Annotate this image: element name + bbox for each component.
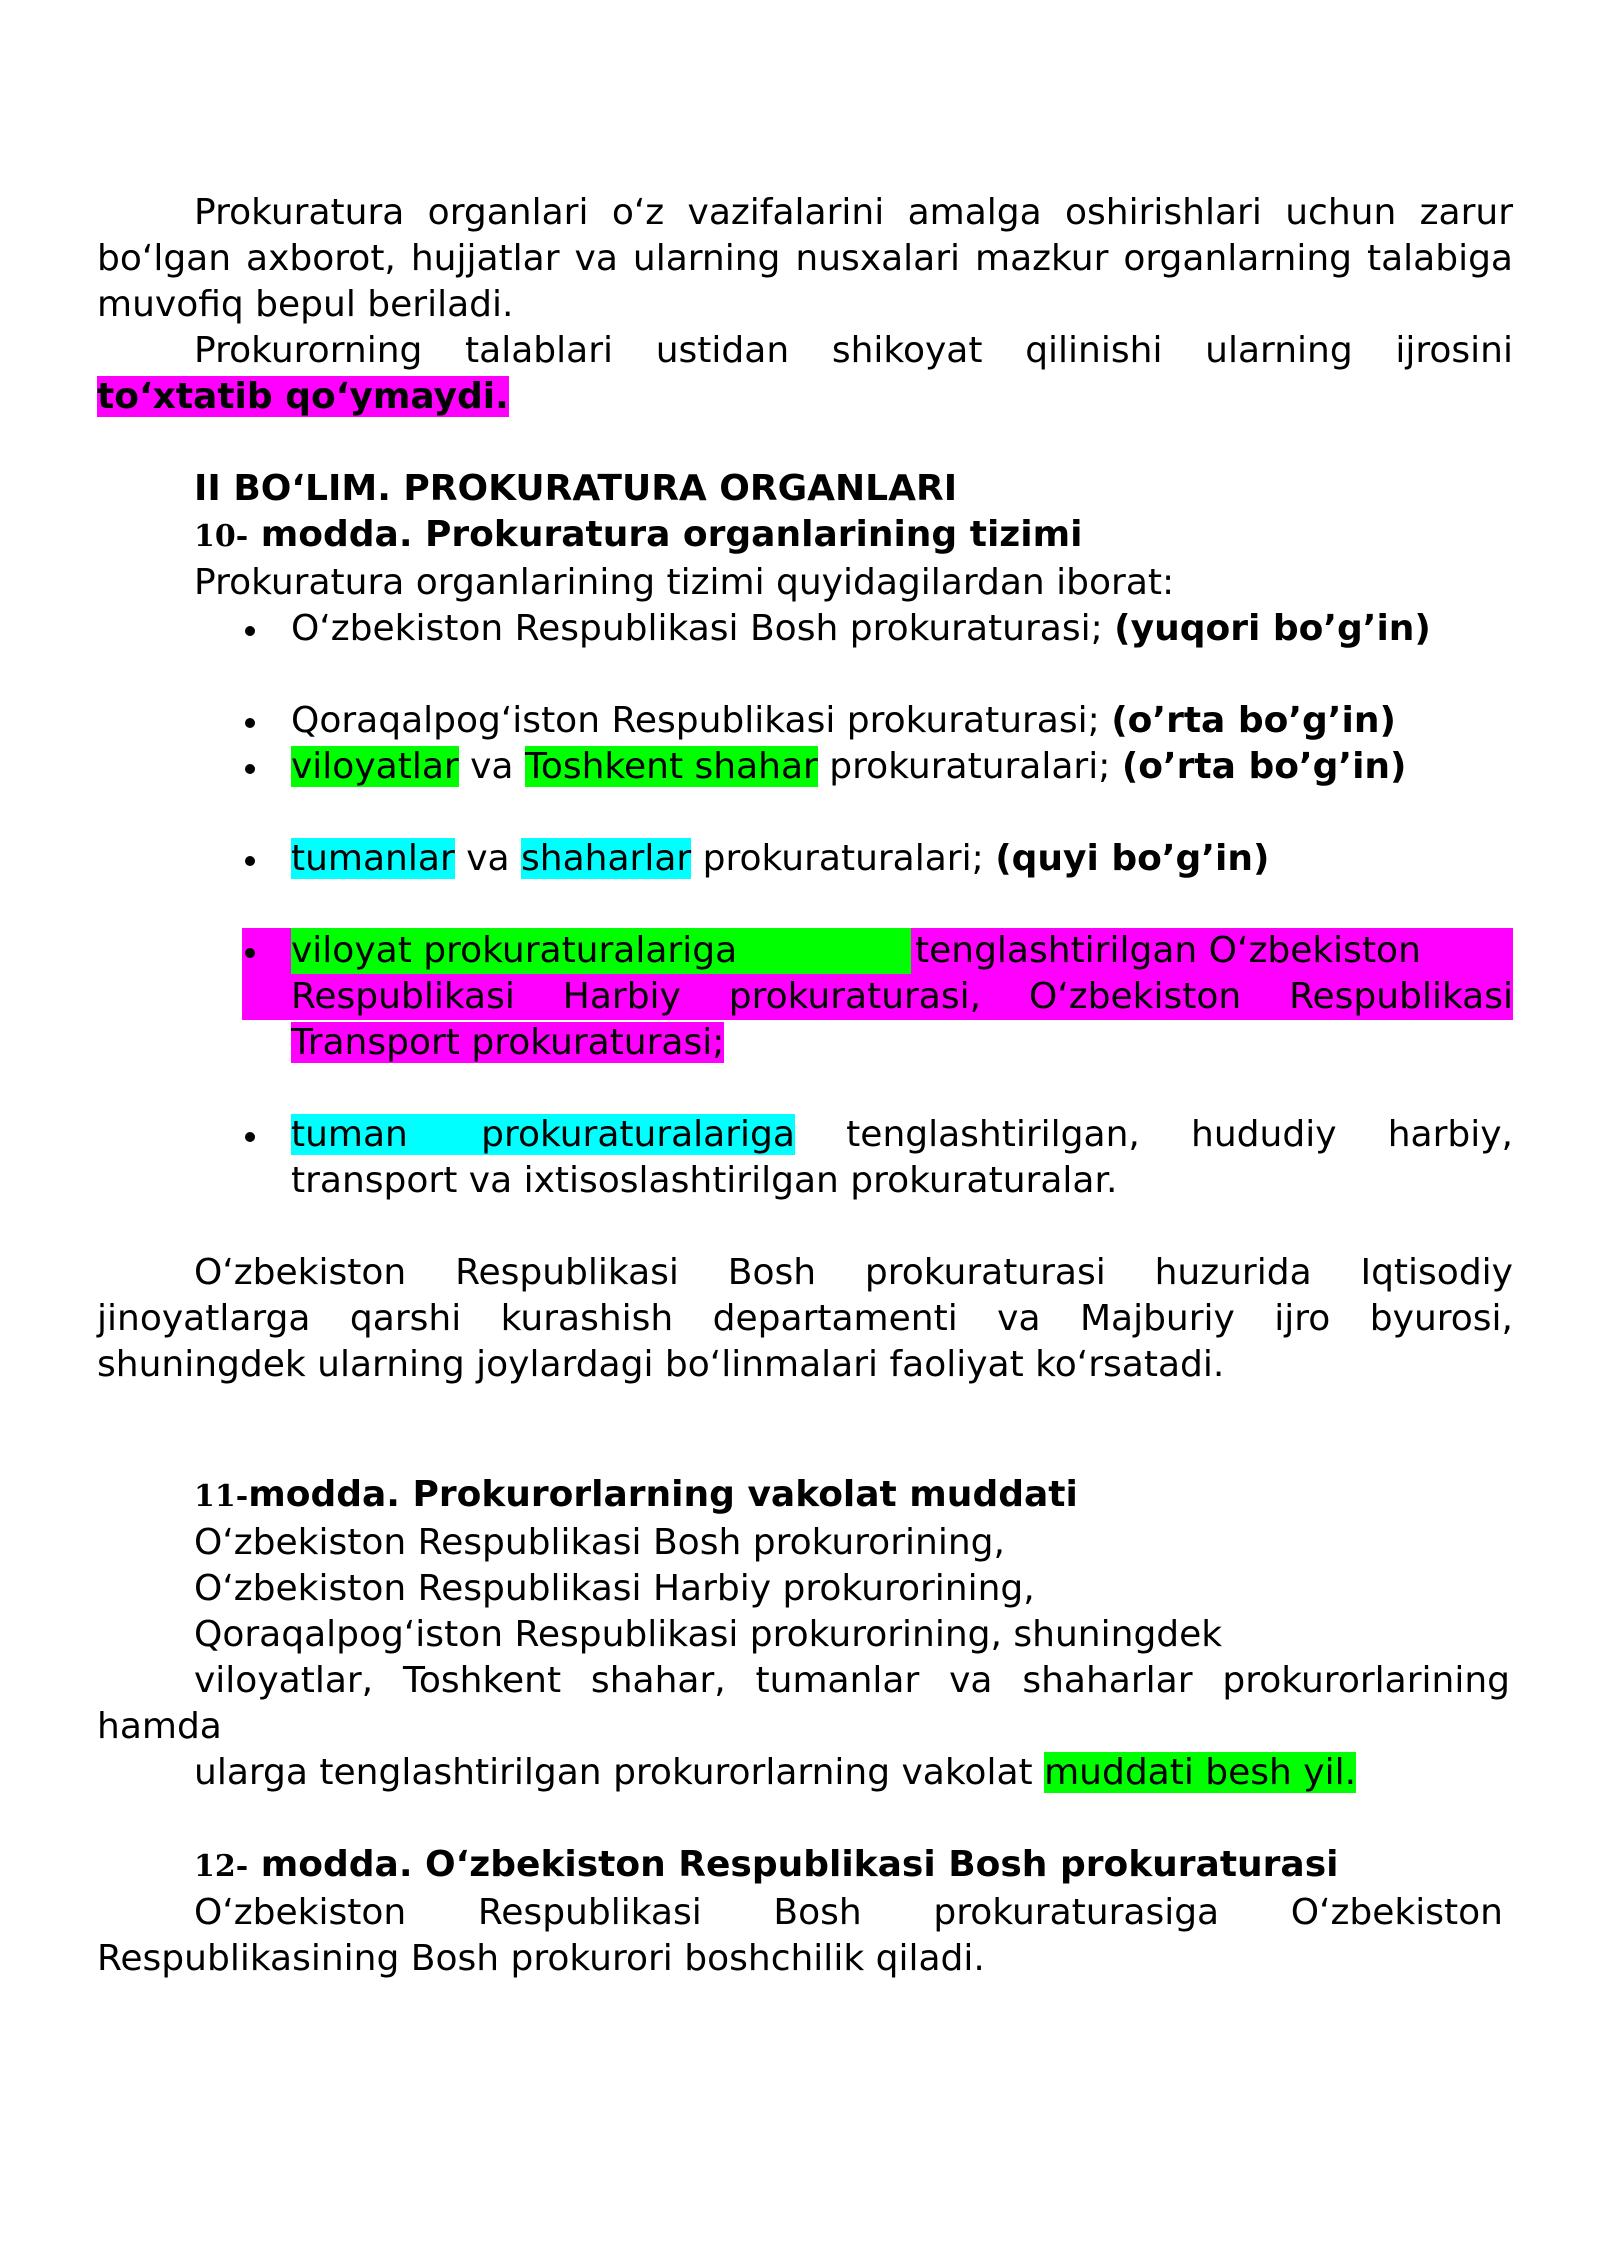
bullet-icon: [245, 856, 255, 866]
list-item-level: (yuqori bo’g’in): [1114, 608, 1431, 649]
article-11-heading: [97, 1472, 1513, 1520]
article-12-number: 12-: [194, 1849, 249, 1884]
highlight-not-suspend: to‘xtatib qo‘ymaydi.: [97, 376, 509, 417]
article-11-text: ularga tenglashtirilgan prokurorlarning vakolat: [194, 1752, 1045, 1793]
list-item: [97, 836, 1513, 882]
article-12-title: modda. O‘zbekiston Respublikasi Bosh prokuraturasi: [248, 1844, 1339, 1885]
article-10-title: modda. Prokuratura organlarining tizimi: [248, 514, 1083, 555]
list-item-text: prokuraturalari;: [817, 746, 1122, 787]
article-12-heading: [97, 1842, 1513, 1890]
article-11-line: [97, 1750, 1513, 1796]
list-item-text: va: [458, 746, 525, 787]
paragraph-departments: O‘zbekiston Respublikasi Bosh prokuraturasi huzurida Iqtisodiy jinoyatlarga qarshi kurashish departamenti va Majburiy ijro byurosi, shuningdek ularning joylardagi bo‘linmalari faoliyat ko‘rsatadi.: [97, 1252, 1513, 1385]
article-11-line: Qoraqalpog‘iston Respublikasi prokurorining, shuningdek: [194, 1614, 1223, 1655]
highlight-tashkent: Toshkent shahar: [524, 746, 818, 787]
list-item-level: (o’rta bo’g’in): [1111, 700, 1396, 741]
list-item-line: transport va ixtisoslashtirilgan prokuraturalar.: [291, 1160, 1118, 1201]
list-spacer: [97, 882, 1513, 928]
list-item-text: O‘zbekiston Respublikasi Bosh prokuraturasi;: [291, 608, 1115, 649]
list-item-line: [291, 1112, 1513, 1158]
bullet-icon: [245, 1132, 255, 1142]
list-item-line: [291, 928, 1513, 974]
highlight-term-five-years: muddati besh yil.: [1044, 1752, 1357, 1793]
list-item-line-wrap: [291, 1020, 1513, 1066]
list-item: [97, 698, 1513, 744]
highlight-district-prosecutors: tuman prokuraturalariga: [291, 1114, 795, 1155]
list-item-text: viloyat prokuraturalariga: [291, 930, 738, 971]
document-page: [97, 190, 1513, 1982]
list-item-text: prokuraturalari;: [691, 838, 996, 879]
article-11-line: O‘zbekiston Respublikasi Harbiy prokurorining,: [194, 1568, 1035, 1609]
list-item-text: va: [454, 838, 522, 879]
list-spacer: [97, 1066, 1513, 1112]
bullet-icon: [245, 718, 255, 728]
bullet-icon: [245, 948, 255, 958]
highlight-transport: Transport prokuraturasi;: [291, 1022, 725, 1063]
list-item: [97, 744, 1513, 790]
highlight-military-block: [242, 928, 1513, 1020]
article-12-text: O‘zbekiston Respublikasi Bosh prokuraturasiga O‘zbekiston Respublikasining Bosh prokurori boshchilik qiladi.: [97, 1892, 1503, 1979]
article-10-number: 10-: [194, 519, 249, 554]
article-11-number: 11-: [194, 1479, 249, 1514]
highlight-cities: shaharlar: [521, 838, 692, 879]
highlight-districts: tumanlar: [291, 838, 455, 879]
article-11-line: viloyatlar, Toshkent shahar, tumanlar va shaharlar prokurorlarining: [194, 1660, 1510, 1701]
article-10-heading: [97, 512, 1513, 560]
prosecution-system-list: [97, 606, 1513, 1204]
list-item-level: (o’rta bo’g’in): [1121, 746, 1407, 787]
paragraph-info-provision: Prokuratura organlari o‘z vazifalarini amalga oshirishlari uchun zarur bo‘lgan axborot, hujjatlar va ularning nusxalari mazkur organlarning talabiga muvofiq bepul beriladi.: [97, 192, 1513, 325]
list-spacer: [97, 790, 1513, 836]
list-item: [97, 928, 1513, 1066]
paragraph-complaint-line1: Prokurorning talablari ustidan shikoyat qilinishi ularning ijrosini: [194, 330, 1513, 371]
list-item-text: tenglashtirilgan O‘zbekiston: [915, 930, 1421, 971]
list-item-text: tenglashtirilgan, hududiy harbiy,: [794, 1114, 1513, 1155]
article-10-intro: Prokuratura organlarining tizimi quyidagilardan iborat:: [194, 562, 1175, 603]
highlight-regional-prosecutors: [291, 928, 911, 974]
article-11-line: O‘zbekiston Respublikasi Bosh prokurorining,: [194, 1522, 1005, 1563]
list-item-level: (quyi bo’g’in): [995, 838, 1270, 879]
article-11-title: modda. Prokurorlarning vakolat muddati: [248, 1474, 1078, 1515]
bullet-icon: [245, 764, 255, 774]
paragraph-complaint-line2: [97, 374, 1513, 420]
bullet-icon: [245, 626, 255, 636]
list-item: [97, 606, 1513, 652]
section-title: II BO‘LIM. PROKURATURA ORGANLARI: [194, 468, 958, 509]
list-item-line: Respublikasi Harbiy prokuraturasi, O‘zbekiston Respublikasi: [291, 976, 1513, 1017]
list-item-text: Qoraqalpog‘iston Respublikasi prokuraturasi;: [291, 700, 1112, 741]
list-spacer: [97, 652, 1513, 698]
article-11-line: hamda: [97, 1706, 222, 1747]
list-item: [97, 1112, 1513, 1204]
highlight-regions: viloyatlar: [291, 746, 459, 787]
list-item-text: [911, 928, 1513, 974]
